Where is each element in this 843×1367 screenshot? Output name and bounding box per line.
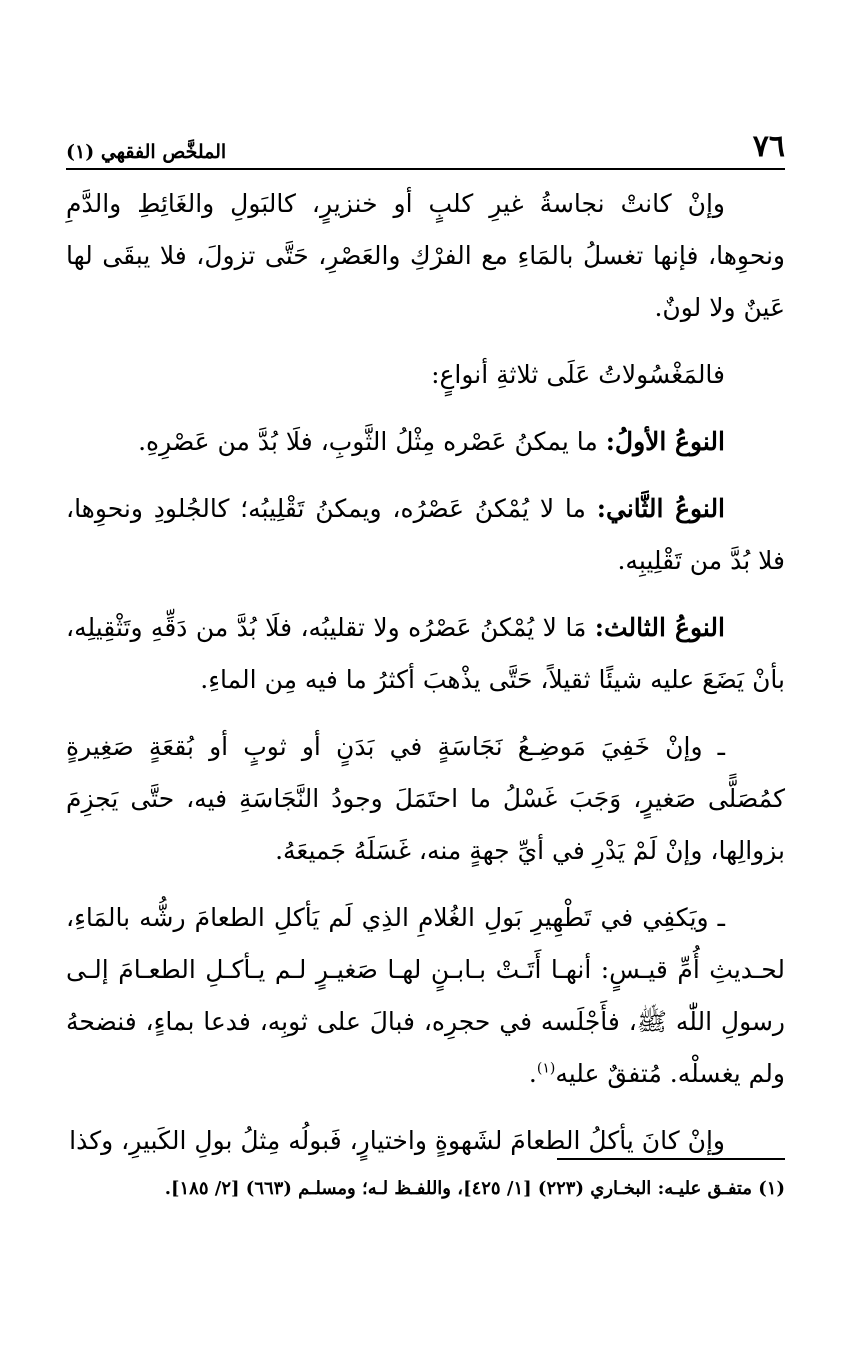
paragraph-najasa-washing: [66, 178, 785, 334]
paragraph-type-two: [66, 483, 785, 587]
paragraph-lead: النوعُ الأولُ:: [605, 427, 725, 456]
paragraph-lead: النوعُ الثالث:: [594, 613, 725, 642]
running-title: الملخَّص الفقهي (١): [66, 141, 227, 163]
footnote-divider: [557, 1158, 785, 1160]
paragraph-text: وإنْ كانتْ نجاسةُ غيرِ كلبٍ أو خنزيرٍ، كالبَولِ والغَائِطِ والدَّمِ ونحوِها، فإنها تغسلُ بالمَاءِ مع الفرْكِ والعَصْرِ، حَتَّى تزولَ، فلا يبقَى لها عَينٌ ولا لونٌ.: [66, 189, 785, 322]
footnote-marker[interactable]: (١): [536, 1060, 556, 1077]
footnotes: [66, 1172, 785, 1206]
paragraph-text: ما يمكنُ عَصْره مِثْلُ الثَّوبِ، فلَا بُدَّ من عَصْرِهِ.: [138, 427, 606, 456]
page-body: [66, 178, 785, 1182]
paragraph-type-three: [66, 602, 785, 706]
footnote-item: (١) متفـق عليـه: البخـاري (٢٢٣) [١/ ٤٢٥]، واللفـظ لـه؛ ومسلـم (٦٦٣) [٢/ ١٨٥].: [164, 1178, 785, 1199]
paragraph-text: ـ ويَكفِي في تَطْهِيرِ بَولِ الغُلامِ الذِي لَم يَأكلِ الطعامَ رشُّه بالمَاءِ، لحـديثِ أُمِّ قيـسٍ: أنهـا أَتَـتْ بـابـنٍ لهـا صَغيـرٍ لـم يـأكـلِ الطعـامَ إلـى رسولِ اللّٰه ﷺ، فأَجْلَسه في حجرِه، فبالَ على ثوبِه، فدعا بماءٍ، فنضحهُ ولم يغسلْه. مُتفقٌ عليه: [66, 903, 785, 1088]
page-number: ٧٦: [752, 129, 785, 164]
paragraph-type-one: [66, 416, 785, 468]
paragraph-text: ما لا يُمْكنُ عَصْرُه، ويمكنُ تَقْلِيبُه؛ كالجُلودِ ونحوِها، فلا بُدَّ من تَقْلِيبِه.: [66, 494, 785, 575]
paragraph-text: وإنْ كانَ يأكلُ الطعامَ لشَهوةٍ واختيارٍ، فَبولُه مِثلُ بولِ الكَبيرِ، وكذا: [69, 1126, 725, 1155]
paragraph-boy-urine: [66, 892, 785, 1100]
paragraph-lead: النوعُ الثَّاني:: [596, 494, 726, 523]
paragraph-text: ـ وإنْ خَفِيَ مَوضِـعُ نَجَاسَةٍ في بَدَنٍ أو ثوبٍ أو بُقعَةٍ صَغِيرةٍ كمُصَلًّى صَغيرٍ، وَجَبَ غَسْلُ ما احتَمَلَ وجودُ النَّجَاسَةِ فيه، حتَّى يَجزِمَ بزوالِها، وإنْ لَمْ يَدْرِ في أيِّ جهةٍ منه، غَسَلَهُ جَميعَهُ.: [66, 732, 785, 865]
paragraph-hidden-najasa: [66, 721, 785, 877]
paragraph-text: فالمَغْسُولاتُ عَلَى ثلاثةِ أنواعٍ:: [431, 360, 725, 389]
paragraph-tail: .: [528, 1059, 537, 1088]
paragraph-text: مَا لا يُمْكنُ عَصْرُه ولا تقليبُه، فلَا بُدَّ من دَقِّهِ وتَثْقِيلِه، بأنْ يَضَعَ عليه شيئًا ثقيلاً، حَتَّى يذْهبَ أكثرُ ما فيه مِن الماءِ.: [66, 613, 785, 694]
page-header: [66, 124, 785, 170]
paragraph-types-intro: [66, 349, 785, 401]
